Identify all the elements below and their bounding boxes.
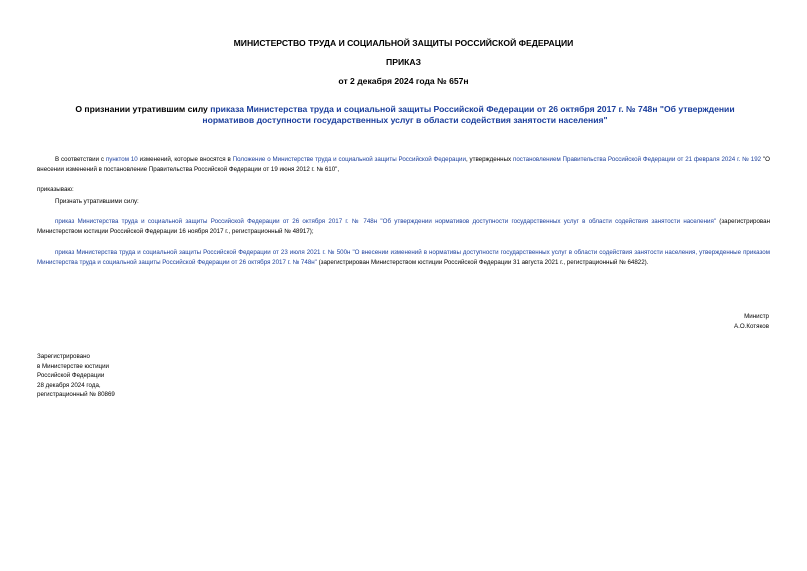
order-500n-registration: (зарегистрирован Министерством юстиции Российской Федерации 31 августа 2021 г., регистрационный № 64822). bbox=[316, 258, 649, 266]
order-500n-link[interactable]: приказ Министерства труда и социальной защиты Российской Федерации от 23 июля 2021 г. № 500н "О внесении изменений в нормативы доступности государственных услуг в области содействия занятости населения, утвержденные приказом Министерства труда и социальной защиты Российской Федерации от 26 октября 2017 г. № 748н" bbox=[37, 249, 770, 266]
order-748n-registration: (зарегистрирован Министерством юстиции Российской Федерации 16 ноября 2017 г., регистрационный № 48917); bbox=[37, 218, 771, 235]
document-type: ПРИКАЗ bbox=[386, 57, 421, 67]
order-verb: приказываю: bbox=[37, 186, 74, 193]
repeal-intro: Признать утратившими силу: bbox=[55, 198, 139, 205]
signer-position: Министр bbox=[744, 313, 769, 320]
registration-date: 28 декабря 2024 года, bbox=[37, 381, 101, 389]
registration-line-1: Зарегистрировано bbox=[37, 353, 90, 360]
title-order-link[interactable]: приказа Министерства труда и социальной защиты Российской Федерации от 26 октября 2017 г. № 748н "Об утверждении нормативов доступности государственных услуг в области содействия занятости населения" bbox=[202, 104, 735, 126]
preamble-text-c: , утвержденных bbox=[465, 156, 513, 163]
preamble-text-b: изменений, которые вносятся в bbox=[137, 156, 233, 163]
registration-number: регистрационный № 80869 bbox=[37, 391, 115, 399]
preamble-paragraph bbox=[37, 155, 770, 174]
preamble-text-a: В соответствии с bbox=[55, 156, 106, 163]
signature-block bbox=[734, 312, 769, 331]
document-date-number: от 2 декабря 2024 года № 657н bbox=[338, 76, 469, 86]
repealed-order-1 bbox=[37, 217, 770, 236]
government-resolution-link[interactable]: постановлением Правительства Российской Федерации от 21 февраля 2024 г. № 192 bbox=[512, 156, 762, 163]
signer-name: А.О.Котяков bbox=[734, 322, 769, 330]
ministry-heading: МИНИСТЕРСТВО ТРУДА И СОЦИАЛЬНОЙ ЗАЩИТЫ РОССИЙСКОЙ ФЕДЕРАЦИИ bbox=[233, 38, 574, 48]
preamble-text-d: "О внесении изменений в постановление Правительства Российской Федерации от 19 июня 2012 г. № 610", bbox=[37, 156, 770, 173]
document-title bbox=[55, 104, 755, 126]
title-prefix: О признании утратившим силу bbox=[75, 104, 211, 114]
registration-line-3: Российской Федерации bbox=[37, 372, 105, 380]
clause-10-link[interactable]: пунктом 10 bbox=[105, 156, 138, 163]
order-748n-link[interactable]: приказ Министерства труда и социальной защиты Российской Федерации от 26 октября 2017 г. № 748н "Об утверждении нормативов доступности государственных услуг в области содействия занятости населения" bbox=[55, 218, 716, 225]
ministry-regulation-link[interactable]: Положение о Министерстве труда и социальной защиты Российской Федерации bbox=[232, 156, 466, 163]
registration-block bbox=[37, 352, 115, 400]
repealed-order-2 bbox=[37, 248, 770, 267]
registration-line-2: в Министерстве юстиции bbox=[37, 362, 110, 370]
